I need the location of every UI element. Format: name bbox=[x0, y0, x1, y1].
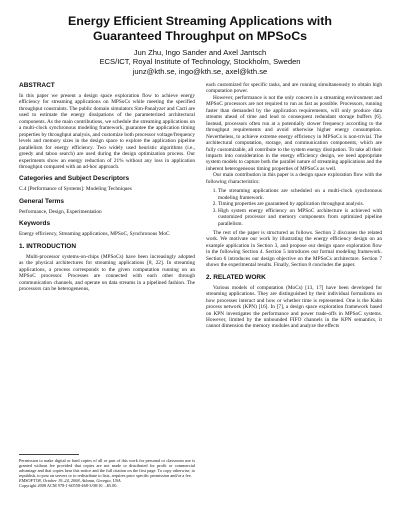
permission-text: Permission to make digital or hard copies of all or part of this work for personal or classroom use is granted without fee provided that copies are not made or distributed for profit or commercial advantage and that copies bear this notice and the full citation on the first page. To copy otherwise, to republish, to post on servers or to redistribute to lists, requires prior specific permission and/or a fee. bbox=[19, 458, 195, 479]
general-terms-text: Performance, Design, Experimentation bbox=[19, 208, 102, 215]
abstract-text: In this paper we present a design space exploration flow to achieve energy efficiency for streaming applications on MPSoCs while meeting the specified throughput constraints. The public domain simulators Sim-Panalyzer and Cacti are used to estimate the energy dissipations of the parameterized architectural components. As the main contributions, we schedule the streaming applications on a multi-clock synchronous modeling framework, guarantee the application timing properties by throughput analysis, and customize both processor voltage/frequency levels and memory sizes in the design space to explore the application pipeline parallelism for energy efficiency. Two widely used heuristic algorithms (i.e., greedy and taboo search) are used during the design optimization process. Our experiments show an energy reduction of 21% without any loss in application throughput compared with an ad-hoc approach. bbox=[19, 93, 195, 170]
introduction-text-right-3: Our main contribution in this paper is a design space exploration flow with the following characteristics: bbox=[206, 172, 382, 185]
related-work-text: Various models of computation (MoCs) [13, 17] have been developed for streaming applications. They are distinguished by their individual formalisms on how processes interact and how or whether time is represented. One is the Kahn process network (KPN) [16]. In [7], a design space exploration framework based on KPN investigates the performance and power trade-offs in MPSoC systems. However, limited by the unbounded FIFO channels in the KPN semantics, it cannot dimension the memory modules and analyze the effects bbox=[206, 284, 382, 330]
right-column bbox=[206, 82, 382, 330]
abstract-heading: ABSTRACT bbox=[19, 82, 55, 89]
keywords-heading: Keywords bbox=[19, 220, 51, 228]
list-item: 1. The streaming applications are scheduled on a multi-clock synchronous modeling framework. bbox=[218, 188, 382, 201]
title-line-2: Guaranteed Throughput on MPSoCs bbox=[92, 29, 308, 43]
introduction-heading: 1. INTRODUCTION bbox=[19, 242, 77, 250]
venue-text: EMSOFT'08, October 19–24, 2008, Atlanta, Georgia, USA. bbox=[19, 478, 122, 484]
categories-text: C.4 [Performance of Systems]: Modeling Techniques bbox=[19, 186, 132, 193]
footnote-divider bbox=[19, 454, 79, 455]
list-item: 3. High system energy efficiency on MPSoC architecture is achieved with customized processor and memory components from optimized pipeline parallelism. bbox=[218, 208, 382, 227]
title-line-1: Energy Efficient Streaming Applications with bbox=[68, 14, 332, 28]
keywords-text: Energy efficiency, Streaming applications, MPSoC, Synchronous MoC bbox=[19, 231, 170, 238]
author-block bbox=[20, 48, 380, 76]
left-column bbox=[19, 82, 195, 293]
related-work-heading: 2. RELATED WORK bbox=[206, 273, 266, 281]
author-emails: junz@kth.se, ingo@kth.se, axel@kth.se bbox=[132, 66, 268, 76]
introduction-text-left: Multi-processor systems-on-chips (MPSoCs) have been increasingly adopted as the physical architectures for streaming applications [8, 22]. In streaming applications, a process corresponds to the given computation running on an MPSoC processor. Processes are connected with each other through communication channels, and operate on data streams in a pipelined fashion. The processors can be heterogeneous, bbox=[19, 253, 195, 293]
general-terms-heading: General Terms bbox=[19, 197, 65, 205]
categories-heading: Categories and Subject Descriptors bbox=[19, 175, 130, 183]
copyright-text: Copyright 2008 ACM 978-1-60558-468-3/08/10 ...$5.00. bbox=[19, 483, 118, 489]
author-affiliation: ECS/ICT, Royal Institute of Technology, Stockholm, Sweden bbox=[99, 57, 301, 67]
contribution-list bbox=[206, 188, 382, 227]
introduction-text-right-1: each customized for specific tasks, and are running simultaneously to obtain high computation power. bbox=[206, 82, 382, 95]
copyright-footnote bbox=[19, 454, 195, 489]
introduction-text-right-4: The rest of the paper is structured as follows. Section 2 discusses the related work. We motivate our work by illustrating the energy efficiency design on an example application in Section 3, and propose our design space exploration flow in the following Section 4. Section 5 introduces our formal modeling framework. Section 6 introduces our design objective on the MPSoCs architecture. Section 7 shows the experimental results. Finally, Section 8 concludes the paper. bbox=[206, 229, 382, 269]
paper-title bbox=[20, 14, 380, 44]
author-names: Jun Zhu, Ingo Sander and Axel Jantsch bbox=[133, 48, 267, 57]
introduction-text-right-2: However, performance is not the only concern in a streaming environment and MPSoC processors are not required to run as fast as possible. Processors, running faster than demanded by the application requirements, will only produce data streams ahead of time and lead to consequent redundant storage buffers [6]. Instead, processors often run at a potentially slower frequency according to the throughput requirements and avoid otherwise higher energy consumption. Nevertheless, to achieve extreme energy efficiency in MPSoCs is non-trivial. The architectural computation, storage, and communication components, which are fully customizable, all contribute to the system energy dissipation. To take all their impacts into consideration in the energy efficiency design, we need appropriate system models to capture both the parallel nature of streaming applications and the inherent heterogeneous timing properties of MPSoCs as well. bbox=[206, 94, 382, 172]
list-item: 2. Timing properties are guaranteed by application throughput analysis. bbox=[218, 201, 382, 207]
